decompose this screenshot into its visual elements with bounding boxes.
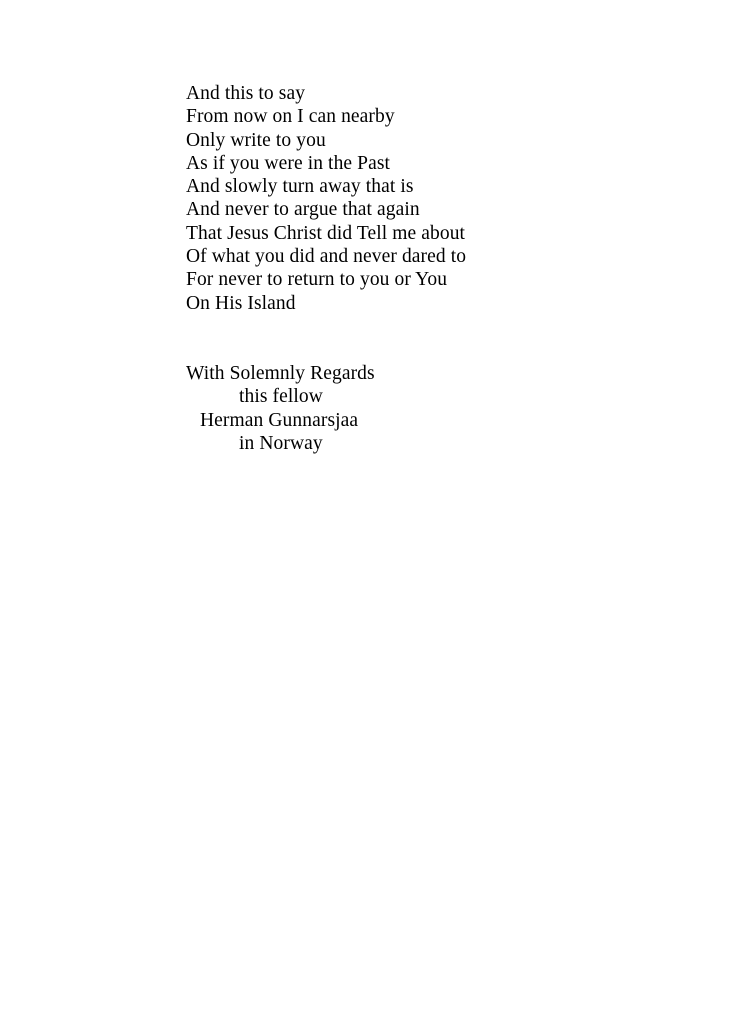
poem-line: On His Island	[186, 292, 296, 314]
signature-block	[186, 362, 666, 455]
poem-body	[186, 82, 666, 455]
poem-line: And this to say	[186, 83, 306, 104]
poem-line: Only write to you	[186, 129, 326, 151]
signature-location: in Norway	[239, 432, 323, 454]
poem-line: For never to return to you or You	[186, 269, 448, 291]
signature-descriptor: this fellow	[239, 386, 323, 408]
stanza-spacer	[186, 315, 666, 362]
signature-closing: With Solemnly Regards	[186, 362, 375, 384]
signature-name: Herman Gunnarsjaa	[200, 409, 359, 431]
poem-line: And never to argue that again	[186, 199, 420, 221]
poem-line: From now on I can nearby	[186, 106, 395, 128]
poem-line: That Jesus Christ did Tell me about	[186, 222, 466, 244]
poem-line: And slowly turn away that is	[186, 176, 414, 198]
poem-line: As if you were in the Past	[186, 152, 391, 174]
poem-line: Of what you did and never dared to	[186, 246, 467, 268]
